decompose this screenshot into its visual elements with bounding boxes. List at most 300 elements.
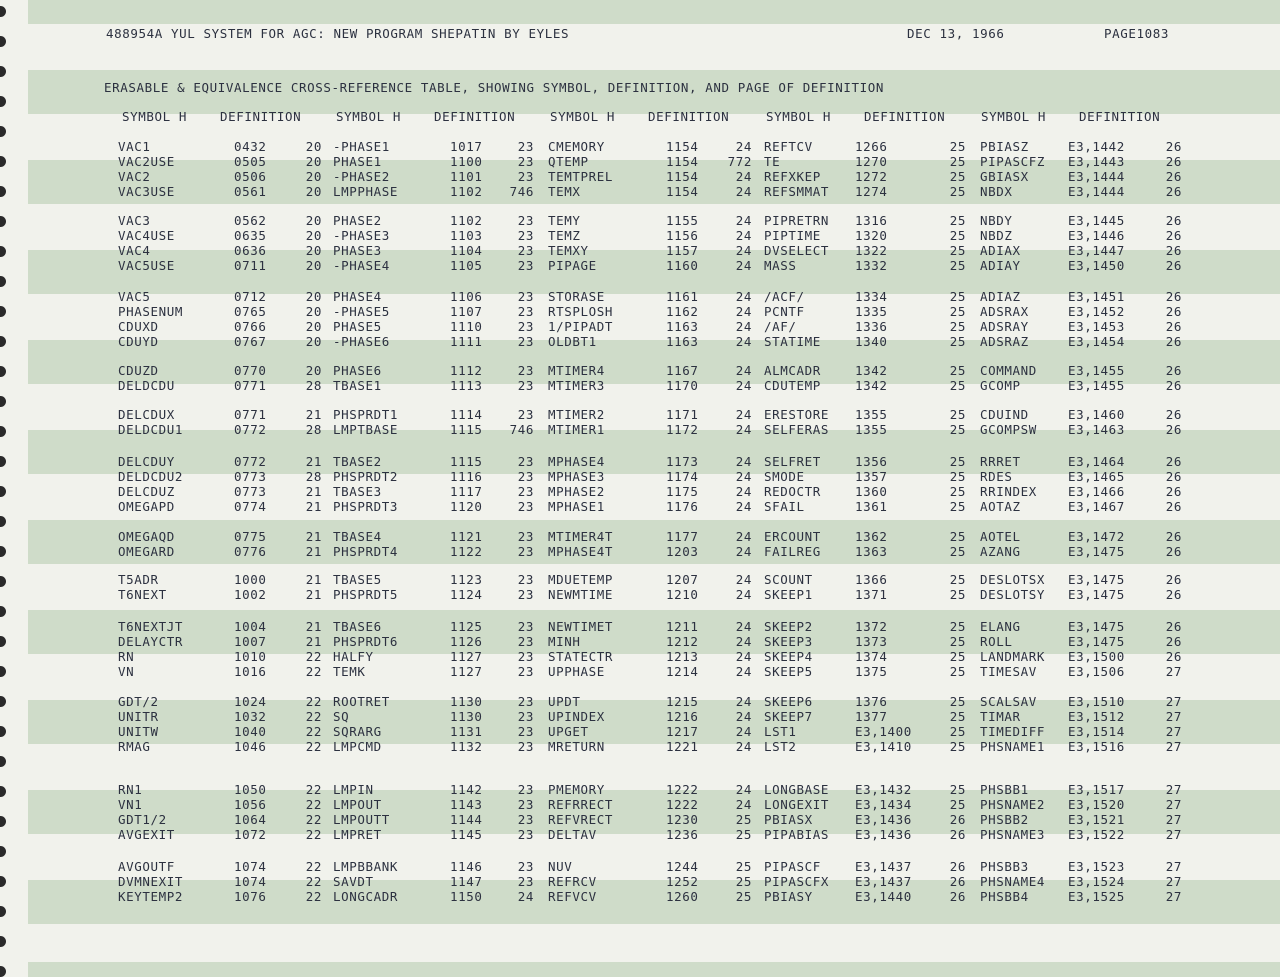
page-cell: 24 [735, 258, 752, 273]
definition-cell: 0561 [234, 184, 267, 199]
definition-cell: E3,1436 [855, 812, 912, 827]
page-cell: 20 [305, 169, 322, 184]
definition-cell: 1024 [234, 694, 267, 709]
feed-hole [0, 576, 6, 587]
page-cell: 23 [517, 797, 534, 812]
symbol-cell: OMEGAPD [118, 499, 175, 514]
page-cell: 26 [949, 812, 966, 827]
symbol-cell: SCALSAV [980, 694, 1037, 709]
col-header-symbol: SYMBOL H [122, 109, 188, 124]
definition-cell: 0635 [234, 228, 267, 243]
page-cell: 24 [735, 213, 752, 228]
page-cell: 23 [517, 469, 534, 484]
page-cell: 27 [1165, 827, 1182, 842]
symbol-cell: PHSBB3 [980, 859, 1029, 874]
page-cell: 24 [735, 184, 752, 199]
page-cell: 24 [735, 797, 752, 812]
page-cell: 26 [1165, 363, 1182, 378]
symbol-cell: PHSPRDT5 [333, 587, 399, 602]
page-cell: 26 [1165, 228, 1182, 243]
page-cell: 25 [949, 797, 966, 812]
page-cell: 25 [949, 469, 966, 484]
page-cell: 28 [305, 422, 322, 437]
page-cell: 25 [949, 334, 966, 349]
definition-cell: E3,1440 [855, 889, 912, 904]
symbol-cell: ROOTRET [333, 694, 390, 709]
page-cell: 24 [735, 469, 752, 484]
definition-cell: E3,1442 [1068, 139, 1125, 154]
feed-hole [0, 636, 6, 647]
symbol-cell: REDOCTR [764, 484, 821, 499]
col-header-symbol: SYMBOL H [550, 109, 616, 124]
symbol-cell: PHASE3 [333, 243, 382, 258]
symbol-cell: SAVDT [333, 874, 374, 889]
definition-cell: 1252 [666, 874, 699, 889]
col-header-definition: DEFINITION [434, 109, 516, 124]
definition-cell: 0767 [234, 334, 267, 349]
definition-cell: 1072 [234, 827, 267, 842]
page-cell: 26 [1165, 139, 1182, 154]
definition-cell: 1143 [450, 797, 483, 812]
page-cell: 22 [305, 827, 322, 842]
definition-cell: E3,1464 [1068, 454, 1125, 469]
symbol-cell: PHSNAME3 [980, 827, 1046, 842]
definition-cell: 1110 [450, 319, 483, 334]
symbol-cell: OMEGAQD [118, 529, 175, 544]
page-cell: 21 [305, 634, 322, 649]
symbol-cell: TIMESAV [980, 664, 1037, 679]
page-cell: 24 [735, 319, 752, 334]
symbol-cell: AVGOUTF [118, 859, 175, 874]
feed-hole [0, 336, 6, 347]
definition-cell: E3,1446 [1068, 228, 1125, 243]
symbol-cell: DELTAV [548, 827, 597, 842]
symbol-cell: NBDX [980, 184, 1013, 199]
symbol-cell: VAC5USE [118, 258, 175, 273]
page-cell: 23 [517, 572, 534, 587]
page-cell: 24 [735, 139, 752, 154]
definition-cell: 1362 [855, 529, 888, 544]
symbol-cell: HALFY [333, 649, 374, 664]
definition-cell: 1017 [450, 139, 483, 154]
symbol-cell: GDT1/2 [118, 812, 167, 827]
page-cell: 23 [517, 169, 534, 184]
definition-cell: 1360 [855, 484, 888, 499]
definition-cell: 1236 [666, 827, 699, 842]
symbol-cell: -PHASE1 [333, 139, 390, 154]
definition-cell: 0562 [234, 213, 267, 228]
page-cell: 24 [735, 484, 752, 499]
page-cell: 27 [1165, 782, 1182, 797]
feed-hole [0, 246, 6, 257]
definition-cell: 1373 [855, 634, 888, 649]
page-cell: 22 [305, 724, 322, 739]
page-cell: 22 [305, 664, 322, 679]
feed-hole [0, 606, 6, 617]
symbol-cell: GCOMPSW [980, 422, 1037, 437]
symbol-cell: FAILREG [764, 544, 821, 559]
definition-cell: 1032 [234, 709, 267, 724]
symbol-cell: REFSMMAT [764, 184, 830, 199]
feed-hole [0, 546, 6, 557]
symbol-cell: REFRRECT [548, 797, 614, 812]
definition-cell: E3,1475 [1068, 572, 1125, 587]
page-cell: 24 [735, 634, 752, 649]
page-cell: 26 [1165, 289, 1182, 304]
definition-cell: 1126 [450, 634, 483, 649]
symbol-cell: PBIASY [764, 889, 813, 904]
page-cell: 23 [517, 634, 534, 649]
definition-cell: 1212 [666, 634, 699, 649]
symbol-cell: T6NEXT [118, 587, 167, 602]
definition-cell: 1272 [855, 169, 888, 184]
definition-cell: 1357 [855, 469, 888, 484]
definition-cell: 1107 [450, 304, 483, 319]
page-cell: 21 [305, 544, 322, 559]
definition-cell: 1064 [234, 812, 267, 827]
definition-cell: 1210 [666, 587, 699, 602]
symbol-cell: NBDZ [980, 228, 1013, 243]
symbol-cell: PBIASZ [980, 139, 1029, 154]
definition-cell: 0770 [234, 363, 267, 378]
symbol-cell: PHSPRDT4 [333, 544, 399, 559]
symbol-cell: SKEEP5 [764, 664, 813, 679]
feed-hole [0, 966, 6, 977]
definition-cell: 1000 [234, 572, 267, 587]
feed-hole [0, 396, 6, 407]
page-cell: 25 [949, 378, 966, 393]
page-cell: 24 [735, 499, 752, 514]
symbol-cell: SQ [333, 709, 350, 724]
feed-hole [0, 486, 6, 497]
definition-cell: 1131 [450, 724, 483, 739]
symbol-cell: ADIAZ [980, 289, 1021, 304]
col-header-definition: DEFINITION [220, 109, 302, 124]
symbol-cell: NUV [548, 859, 573, 874]
page-cell: 26 [1165, 469, 1182, 484]
symbol-cell: VAC4 [118, 243, 151, 258]
page-cell: 26 [1165, 334, 1182, 349]
symbol-cell: -PHASE2 [333, 169, 390, 184]
definition-cell: 0432 [234, 139, 267, 154]
feed-hole [0, 816, 6, 827]
page-cell: 22 [305, 709, 322, 724]
definition-cell: 0773 [234, 484, 267, 499]
page-cell: 24 [735, 724, 752, 739]
symbol-cell: COMMAND [980, 363, 1037, 378]
symbol-cell: TBASE1 [333, 378, 382, 393]
page-cell: 23 [517, 289, 534, 304]
col-header-definition: DEFINITION [864, 109, 946, 124]
symbol-cell: PHSBB4 [980, 889, 1029, 904]
page-cell: 27 [1165, 797, 1182, 812]
symbol-cell: PIPASCF [764, 859, 821, 874]
page-cell: 746 [509, 184, 534, 199]
definition-cell: 1336 [855, 319, 888, 334]
definition-cell: 1211 [666, 619, 699, 634]
definition-cell: 1170 [666, 378, 699, 393]
symbol-cell: STORASE [548, 289, 605, 304]
symbol-cell: GCOMP [980, 378, 1021, 393]
symbol-cell: PCNTF [764, 304, 805, 319]
symbol-cell: ADIAX [980, 243, 1021, 258]
symbol-cell: AOTEL [980, 529, 1021, 544]
definition-cell: 0775 [234, 529, 267, 544]
definition-cell: 1222 [666, 797, 699, 812]
symbol-cell: OLDBT1 [548, 334, 597, 349]
symbol-cell: UPDT [548, 694, 581, 709]
definition-cell: 1374 [855, 649, 888, 664]
page-cell: 22 [305, 797, 322, 812]
definition-cell: 0765 [234, 304, 267, 319]
symbol-cell: ERCOUNT [764, 529, 821, 544]
symbol-cell: REFVRECT [548, 812, 614, 827]
symbol-cell: RTSPLOSH [548, 304, 614, 319]
page-cell: 25 [949, 184, 966, 199]
definition-cell: 1102 [450, 184, 483, 199]
symbol-cell: AOTAZ [980, 499, 1021, 514]
definition-cell: 1163 [666, 334, 699, 349]
definition-cell: 1046 [234, 739, 267, 754]
symbol-cell: MTIMER2 [548, 407, 605, 422]
feed-hole [0, 696, 6, 707]
page-cell: 23 [517, 484, 534, 499]
definition-cell: E3,1522 [1068, 827, 1125, 842]
definition-cell: 1100 [450, 154, 483, 169]
symbol-cell: UPINDEX [548, 709, 605, 724]
page-cell: 25 [949, 709, 966, 724]
definition-cell: 1340 [855, 334, 888, 349]
symbol-cell: TEMZ [548, 228, 581, 243]
definition-cell: 0772 [234, 422, 267, 437]
page-cell: 24 [735, 454, 752, 469]
page-cell: 26 [949, 859, 966, 874]
paper-stripe [28, 962, 1280, 977]
definition-cell: 1160 [666, 258, 699, 273]
symbol-cell: GBIASX [980, 169, 1029, 184]
page-cell: 21 [305, 454, 322, 469]
definition-cell: 1144 [450, 812, 483, 827]
page-cell: 25 [949, 169, 966, 184]
definition-cell: 1004 [234, 619, 267, 634]
page-cell: 26 [1165, 544, 1182, 559]
page-cell: 24 [735, 289, 752, 304]
symbol-cell: ERESTORE [764, 407, 830, 422]
symbol-cell: PHSPRDT1 [333, 407, 399, 422]
definition-cell: 1154 [666, 169, 699, 184]
page-cell: 23 [517, 304, 534, 319]
symbol-cell: LONGCADR [333, 889, 399, 904]
definition-cell: 0766 [234, 319, 267, 334]
symbol-cell: MPHASE3 [548, 469, 605, 484]
definition-cell: 1104 [450, 243, 483, 258]
page-header-page-number: PAGE1083 [1104, 26, 1170, 41]
symbol-cell: RMAG [118, 739, 151, 754]
definition-cell: 1145 [450, 827, 483, 842]
definition-cell: 1124 [450, 587, 483, 602]
page-cell: 21 [305, 484, 322, 499]
page-cell: 22 [305, 649, 322, 664]
page-cell: 20 [305, 184, 322, 199]
definition-cell: 1167 [666, 363, 699, 378]
page-cell: 25 [949, 694, 966, 709]
symbol-cell: UNITW [118, 724, 159, 739]
symbol-cell: TE [764, 154, 781, 169]
definition-cell: E3,1436 [855, 827, 912, 842]
feed-hole [0, 306, 6, 317]
page-cell: 25 [735, 812, 752, 827]
page-cell: 23 [517, 243, 534, 258]
page-cell: 23 [517, 664, 534, 679]
page-cell: 25 [949, 544, 966, 559]
symbol-cell: STATIME [764, 334, 821, 349]
symbol-cell: ADIAY [980, 258, 1021, 273]
definition-cell: 1076 [234, 889, 267, 904]
page-cell: 23 [517, 544, 534, 559]
symbol-cell: PHSPRDT3 [333, 499, 399, 514]
page-cell: 25 [949, 422, 966, 437]
symbol-cell: MPHASE2 [548, 484, 605, 499]
definition-cell: 1274 [855, 184, 888, 199]
definition-cell: E3,1516 [1068, 739, 1125, 754]
definition-cell: 1112 [450, 363, 483, 378]
symbol-cell: TIMAR [980, 709, 1021, 724]
definition-cell: 1215 [666, 694, 699, 709]
feed-hole [0, 366, 6, 377]
definition-cell: 1207 [666, 572, 699, 587]
definition-cell: 0772 [234, 454, 267, 469]
symbol-cell: PHSBB2 [980, 812, 1029, 827]
symbol-cell: KEYTEMP2 [118, 889, 184, 904]
symbol-cell: PHASE1 [333, 154, 382, 169]
page-cell: 26 [1165, 154, 1182, 169]
definition-cell: E3,1475 [1068, 544, 1125, 559]
page-cell: 26 [1165, 484, 1182, 499]
symbol-cell: TEMY [548, 213, 581, 228]
definition-cell: 1334 [855, 289, 888, 304]
symbol-cell: DESLOTSX [980, 572, 1046, 587]
page-cell: 24 [735, 782, 752, 797]
page-cell: 23 [517, 319, 534, 334]
page-cell: 27 [1165, 694, 1182, 709]
symbol-cell: NEWTIMET [548, 619, 614, 634]
definition-cell: 1377 [855, 709, 888, 724]
page-cell: 24 [735, 649, 752, 664]
definition-cell: 1175 [666, 484, 699, 499]
definition-cell: 1147 [450, 874, 483, 889]
page-cell: 26 [1165, 304, 1182, 319]
definition-cell: E3,1514 [1068, 724, 1125, 739]
definition-cell: 0711 [234, 258, 267, 273]
symbol-cell: MTIMER1 [548, 422, 605, 437]
symbol-cell: T5ADR [118, 572, 159, 587]
definition-cell: 1115 [450, 422, 483, 437]
definition-cell: 1142 [450, 782, 483, 797]
symbol-cell: VAC4USE [118, 228, 175, 243]
page-cell: 24 [735, 619, 752, 634]
definition-cell: 1363 [855, 544, 888, 559]
symbol-cell: REFXKEP [764, 169, 821, 184]
symbol-cell: SKEEP3 [764, 634, 813, 649]
symbol-cell: LANDMARK [980, 649, 1046, 664]
symbol-cell: NEWMTIME [548, 587, 614, 602]
definition-cell: 1174 [666, 469, 699, 484]
definition-cell: 1376 [855, 694, 888, 709]
symbol-cell: MRETURN [548, 739, 605, 754]
symbol-cell: TBASE6 [333, 619, 382, 634]
symbol-cell: MINH [548, 634, 581, 649]
page-header-date: DEC 13, 1966 [907, 26, 1005, 41]
definition-cell: 1375 [855, 664, 888, 679]
symbol-cell: DELAYCTR [118, 634, 184, 649]
page-cell: 24 [735, 363, 752, 378]
page-cell: 27 [1165, 709, 1182, 724]
page-cell: 23 [517, 587, 534, 602]
page-cell: 24 [735, 243, 752, 258]
symbol-cell: PHASE4 [333, 289, 382, 304]
feed-hole [0, 66, 6, 77]
page-cell: 26 [1165, 378, 1182, 393]
page-cell: 23 [517, 363, 534, 378]
definition-cell: 1322 [855, 243, 888, 258]
definition-cell: E3,1452 [1068, 304, 1125, 319]
page-cell: 25 [949, 319, 966, 334]
symbol-cell: MPHASE1 [548, 499, 605, 514]
symbol-cell: DELCDUZ [118, 484, 175, 499]
symbol-cell: DELCDUY [118, 454, 175, 469]
page-cell: 21 [305, 619, 322, 634]
page-cell: 24 [735, 739, 752, 754]
definition-cell: 1102 [450, 213, 483, 228]
col-header-symbol: SYMBOL H [766, 109, 832, 124]
definition-cell: 1372 [855, 619, 888, 634]
feed-hole [0, 36, 6, 47]
page-cell: 24 [735, 694, 752, 709]
page-cell: 27 [1165, 664, 1182, 679]
definition-cell: E3,1445 [1068, 213, 1125, 228]
page-cell: 26 [1165, 258, 1182, 273]
page-cell: 27 [1165, 724, 1182, 739]
definition-cell: 1074 [234, 859, 267, 874]
definition-cell: 1125 [450, 619, 483, 634]
definition-cell: 1213 [666, 649, 699, 664]
definition-cell: E3,1455 [1068, 363, 1125, 378]
definition-cell: 1130 [450, 694, 483, 709]
symbol-cell: TBASE3 [333, 484, 382, 499]
symbol-cell: DELDCDU [118, 378, 175, 393]
page-cell: 23 [517, 874, 534, 889]
symbol-cell: PMEMORY [548, 782, 605, 797]
symbol-cell: SKEEP1 [764, 587, 813, 602]
symbol-cell: SQRARG [333, 724, 382, 739]
definition-cell: 0773 [234, 469, 267, 484]
definition-cell: 1132 [450, 739, 483, 754]
symbol-cell: TBASE2 [333, 454, 382, 469]
definition-cell: 1230 [666, 812, 699, 827]
symbol-cell: AZANG [980, 544, 1021, 559]
page-cell: 20 [305, 289, 322, 304]
page-cell: 24 [735, 664, 752, 679]
page-cell: 22 [305, 874, 322, 889]
page-cell: 26 [949, 874, 966, 889]
page-cell: 20 [305, 334, 322, 349]
definition-cell: E3,1520 [1068, 797, 1125, 812]
symbol-cell: SELFERAS [764, 422, 830, 437]
page-cell: 22 [305, 889, 322, 904]
definition-cell: 1355 [855, 422, 888, 437]
page-cell: 24 [735, 334, 752, 349]
definition-cell: 1101 [450, 169, 483, 184]
